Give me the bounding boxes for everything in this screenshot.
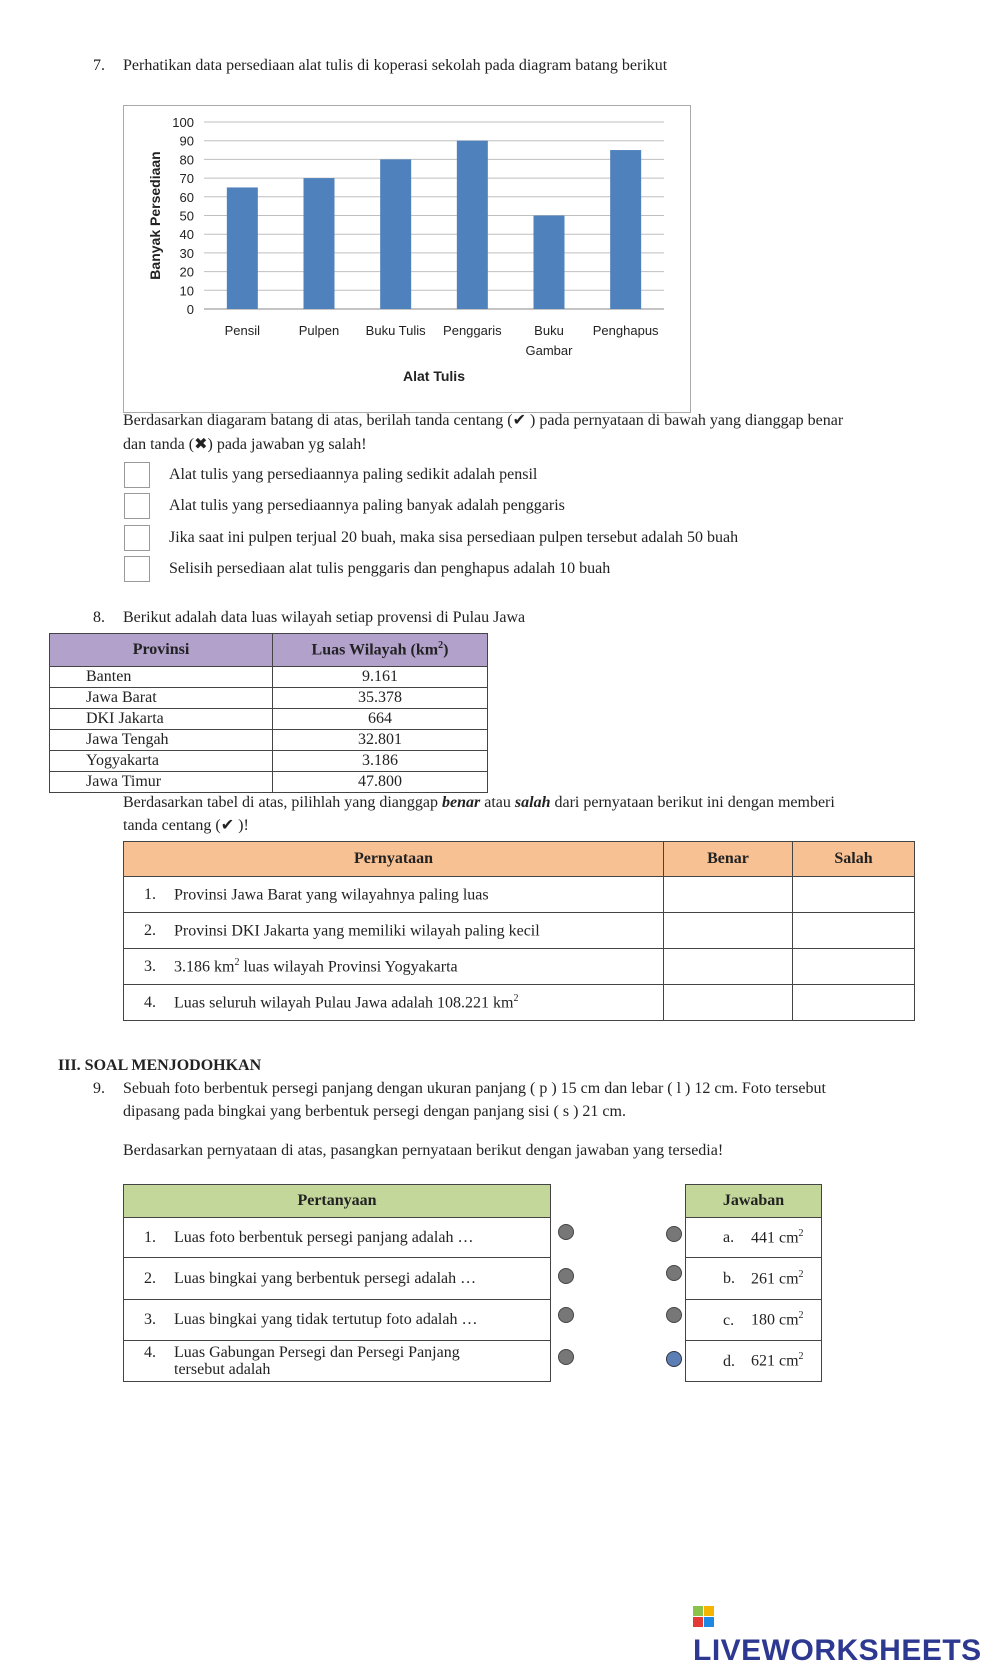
benar-cell[interactable]: [664, 913, 793, 949]
q8-instruction-line1: Berdasarkan tabel di atas, pilihlah yang dianggap benar atau salah dari pernyataan berikut ini dengan memberi: [123, 794, 835, 811]
table-row: [686, 1300, 822, 1341]
bar: [227, 187, 258, 309]
province-name: Jawa Timur: [50, 772, 273, 793]
table-row: [50, 772, 488, 793]
province-area: 47.800: [273, 772, 488, 793]
question-2-connector-dot[interactable]: [558, 1268, 574, 1284]
question-4-connector-dot[interactable]: [558, 1349, 574, 1365]
question-cell: 1. Luas foto berbentuk persegi panjang adalah …: [124, 1218, 551, 1258]
table-row: [50, 751, 488, 772]
q7-instruction-line2: dan tanda (✖) pada jawaban yg salah!: [123, 436, 367, 453]
q7-question-text: Perhatikan data persediaan alat tulis di koperasi sekolah pada diagram batang berikut: [123, 57, 668, 74]
salah-cell[interactable]: [793, 949, 915, 985]
y-tick-label: 40: [179, 227, 194, 243]
bar-chart-svg: [124, 106, 690, 412]
table-row: [124, 1341, 551, 1382]
answer-a-connector-dot[interactable]: [666, 1226, 682, 1242]
question-cell: 2. Luas bingkai yang berbentuk persegi adalah …: [124, 1258, 551, 1300]
answer-c-connector-dot[interactable]: [666, 1307, 682, 1323]
liveworksheets-icon: [693, 1606, 715, 1628]
question-header: Pertanyaan: [124, 1185, 551, 1218]
answer-cell: c. 180 $cm^2$: [686, 1300, 822, 1341]
answer-cell: b. 261 $cm^2$: [686, 1258, 822, 1300]
salah-header: Salah: [793, 842, 915, 877]
province-name: DKI Jakarta: [50, 709, 273, 730]
q7-statement-2: Alat tulis yang persediaannya paling banyak adalah penggaris: [169, 497, 565, 514]
y-tick-label: 100: [172, 115, 194, 130]
benar-cell[interactable]: [664, 877, 793, 913]
table-row: [124, 1218, 551, 1258]
y-tick-label: 70: [179, 171, 194, 187]
y-tick-label: 50: [179, 208, 194, 224]
y-tick-label: 30: [179, 245, 194, 261]
q7-number: 7.: [93, 57, 105, 74]
q7-checkbox-4[interactable]: [124, 556, 150, 582]
province-area: 9.161: [273, 667, 488, 688]
bar: [457, 141, 488, 309]
bar-chart: [123, 105, 691, 413]
table-row: [686, 1258, 822, 1300]
table-row: [124, 913, 915, 949]
province-name: Yogyakarta: [50, 751, 273, 772]
question-1-connector-dot[interactable]: [558, 1224, 574, 1240]
table-row: [124, 1300, 551, 1341]
question-cell: 3. Luas bingkai yang tidak tertutup foto adalah …: [124, 1300, 551, 1341]
province-name: Jawa Barat: [50, 688, 273, 709]
section-title: III. SOAL MENJODOHKAN: [58, 1057, 262, 1074]
question-table: [123, 1184, 551, 1382]
table-row: [686, 1218, 822, 1258]
q9-instruction: Berdasarkan pernyataan di atas, pasangkan pernyataan berikut dengan jawaban yang tersedia!: [123, 1142, 724, 1159]
question-3-connector-dot[interactable]: [558, 1307, 574, 1323]
table-row: [50, 730, 488, 751]
y-tick-label: 0: [186, 302, 194, 317]
x-tick-label: Buku: [534, 323, 564, 338]
x-tick-label: Pulpen: [298, 323, 340, 338]
q9-number: 9.: [93, 1080, 105, 1097]
q7-statement-3: Jika saat ini pulpen terjual 20 buah, maka sisa persediaan pulpen tersebut adalah 50 buah: [169, 529, 739, 546]
province-header: Provinsi: [50, 634, 273, 667]
y-tick-label: 20: [179, 264, 194, 280]
statement-cell: 2. Provinsi DKI Jakarta yang memiliki wilayah paling kecil: [124, 913, 664, 949]
q7-checkbox-2[interactable]: [124, 493, 150, 519]
q9-text-line1: Sebuah foto berbentuk persegi panjang dengan ukuran panjang ( p ) 15 cm dan lebar ( l ) 12 cm. Foto tersebut: [123, 1080, 826, 1097]
x-tick-label: Pensil: [224, 323, 261, 338]
area-header: Luas Wilayah $(km^2)$: [273, 634, 488, 667]
y-axis-title: Banyak Persediaan: [147, 151, 163, 280]
x-tick-label: Buku Tulis: [365, 323, 426, 338]
q7-instruction-line1: Berdasarkan diagaram batang di atas, berilah tanda centang (✔ ) pada pernyataan di bawah yang dianggap benar: [123, 412, 844, 429]
table-row: [124, 1258, 551, 1300]
benar-header: Benar: [664, 842, 793, 877]
y-tick-label: 80: [179, 152, 194, 168]
bar: [304, 178, 335, 309]
table-row: [50, 688, 488, 709]
table-row: [124, 877, 915, 913]
province-area: 3.186: [273, 751, 488, 772]
statement-cell: 1. Provinsi Jawa Barat yang wilayahnya paling luas: [124, 877, 664, 913]
province-area: 35.378: [273, 688, 488, 709]
answer-b-connector-dot[interactable]: [666, 1265, 682, 1281]
table-row: [124, 949, 915, 985]
q8-number: 8.: [93, 609, 105, 626]
province-name: Jawa Tengah: [50, 730, 273, 751]
province-area: 664: [273, 709, 488, 730]
liveworksheets-logo-text: LIVEWORKSHEETS: [693, 1634, 982, 1667]
y-tick-label: 10: [179, 283, 194, 299]
x-axis-title: Alat Tulis: [403, 368, 465, 384]
bar: [610, 150, 641, 309]
province-name: Banten: [50, 667, 273, 688]
x-tick-label: Penghapus: [592, 323, 659, 338]
salah-cell[interactable]: [793, 877, 915, 913]
q8-question-text: Berikut adalah data luas wilayah setiap provensi di Pulau Jawa: [123, 609, 526, 626]
answer-cell: a. 441 $cm^2$: [686, 1218, 822, 1258]
answer-table: [685, 1184, 822, 1382]
answer-header: Jawaban: [686, 1185, 822, 1218]
statement-header: Pernyataan: [124, 842, 664, 877]
bar: [380, 159, 411, 309]
bar: [534, 216, 565, 310]
q7-statement-1: Alat tulis yang persediaannya paling sedikit adalah pensil: [169, 466, 538, 483]
province-table: [49, 633, 488, 793]
table-row: [686, 1341, 822, 1382]
salah-cell[interactable]: [793, 985, 915, 1021]
answer-d-connector-dot[interactable]: [666, 1351, 682, 1367]
liveworksheets-logo: [693, 1600, 1000, 1668]
statement-cell: 3. 3.186 $km^2$ luas wilayah Provinsi Yogyakarta: [124, 949, 664, 985]
y-tick-label: 90: [179, 133, 194, 149]
q7-checkbox-1[interactable]: [124, 462, 150, 488]
table-row: [50, 667, 488, 688]
salah-cell[interactable]: [793, 913, 915, 949]
benar-cell[interactable]: [664, 985, 793, 1021]
statement-table: [123, 841, 915, 1021]
benar-cell[interactable]: [664, 949, 793, 985]
question-cell: 4. Luas Gabungan Persegi dan Persegi Panjang tersebut adalah: [124, 1341, 551, 1382]
table-row: [50, 709, 488, 730]
q8-instruction-line2: tanda centang (✔ )!: [123, 817, 249, 834]
x-tick-label: Penggaris: [443, 323, 502, 338]
y-tick-label: 60: [179, 189, 194, 205]
q9-text-line2: dipasang pada bingkai yang berbentuk persegi dengan panjang sisi ( s ) 21 cm.: [123, 1103, 626, 1120]
table-row: [124, 985, 915, 1021]
answer-cell: d. 621 $cm^2$: [686, 1341, 822, 1382]
statement-cell: 4. Luas seluruh wilayah Pulau Jawa adalah 108.221 $km^2$: [124, 985, 664, 1021]
x-tick-label: Gambar: [525, 343, 573, 358]
q7-checkbox-3[interactable]: [124, 525, 150, 551]
province-area: 32.801: [273, 730, 488, 751]
q7-statement-4: Selisih persediaan alat tulis penggaris dan penghapus adalah 10 buah: [169, 560, 611, 577]
